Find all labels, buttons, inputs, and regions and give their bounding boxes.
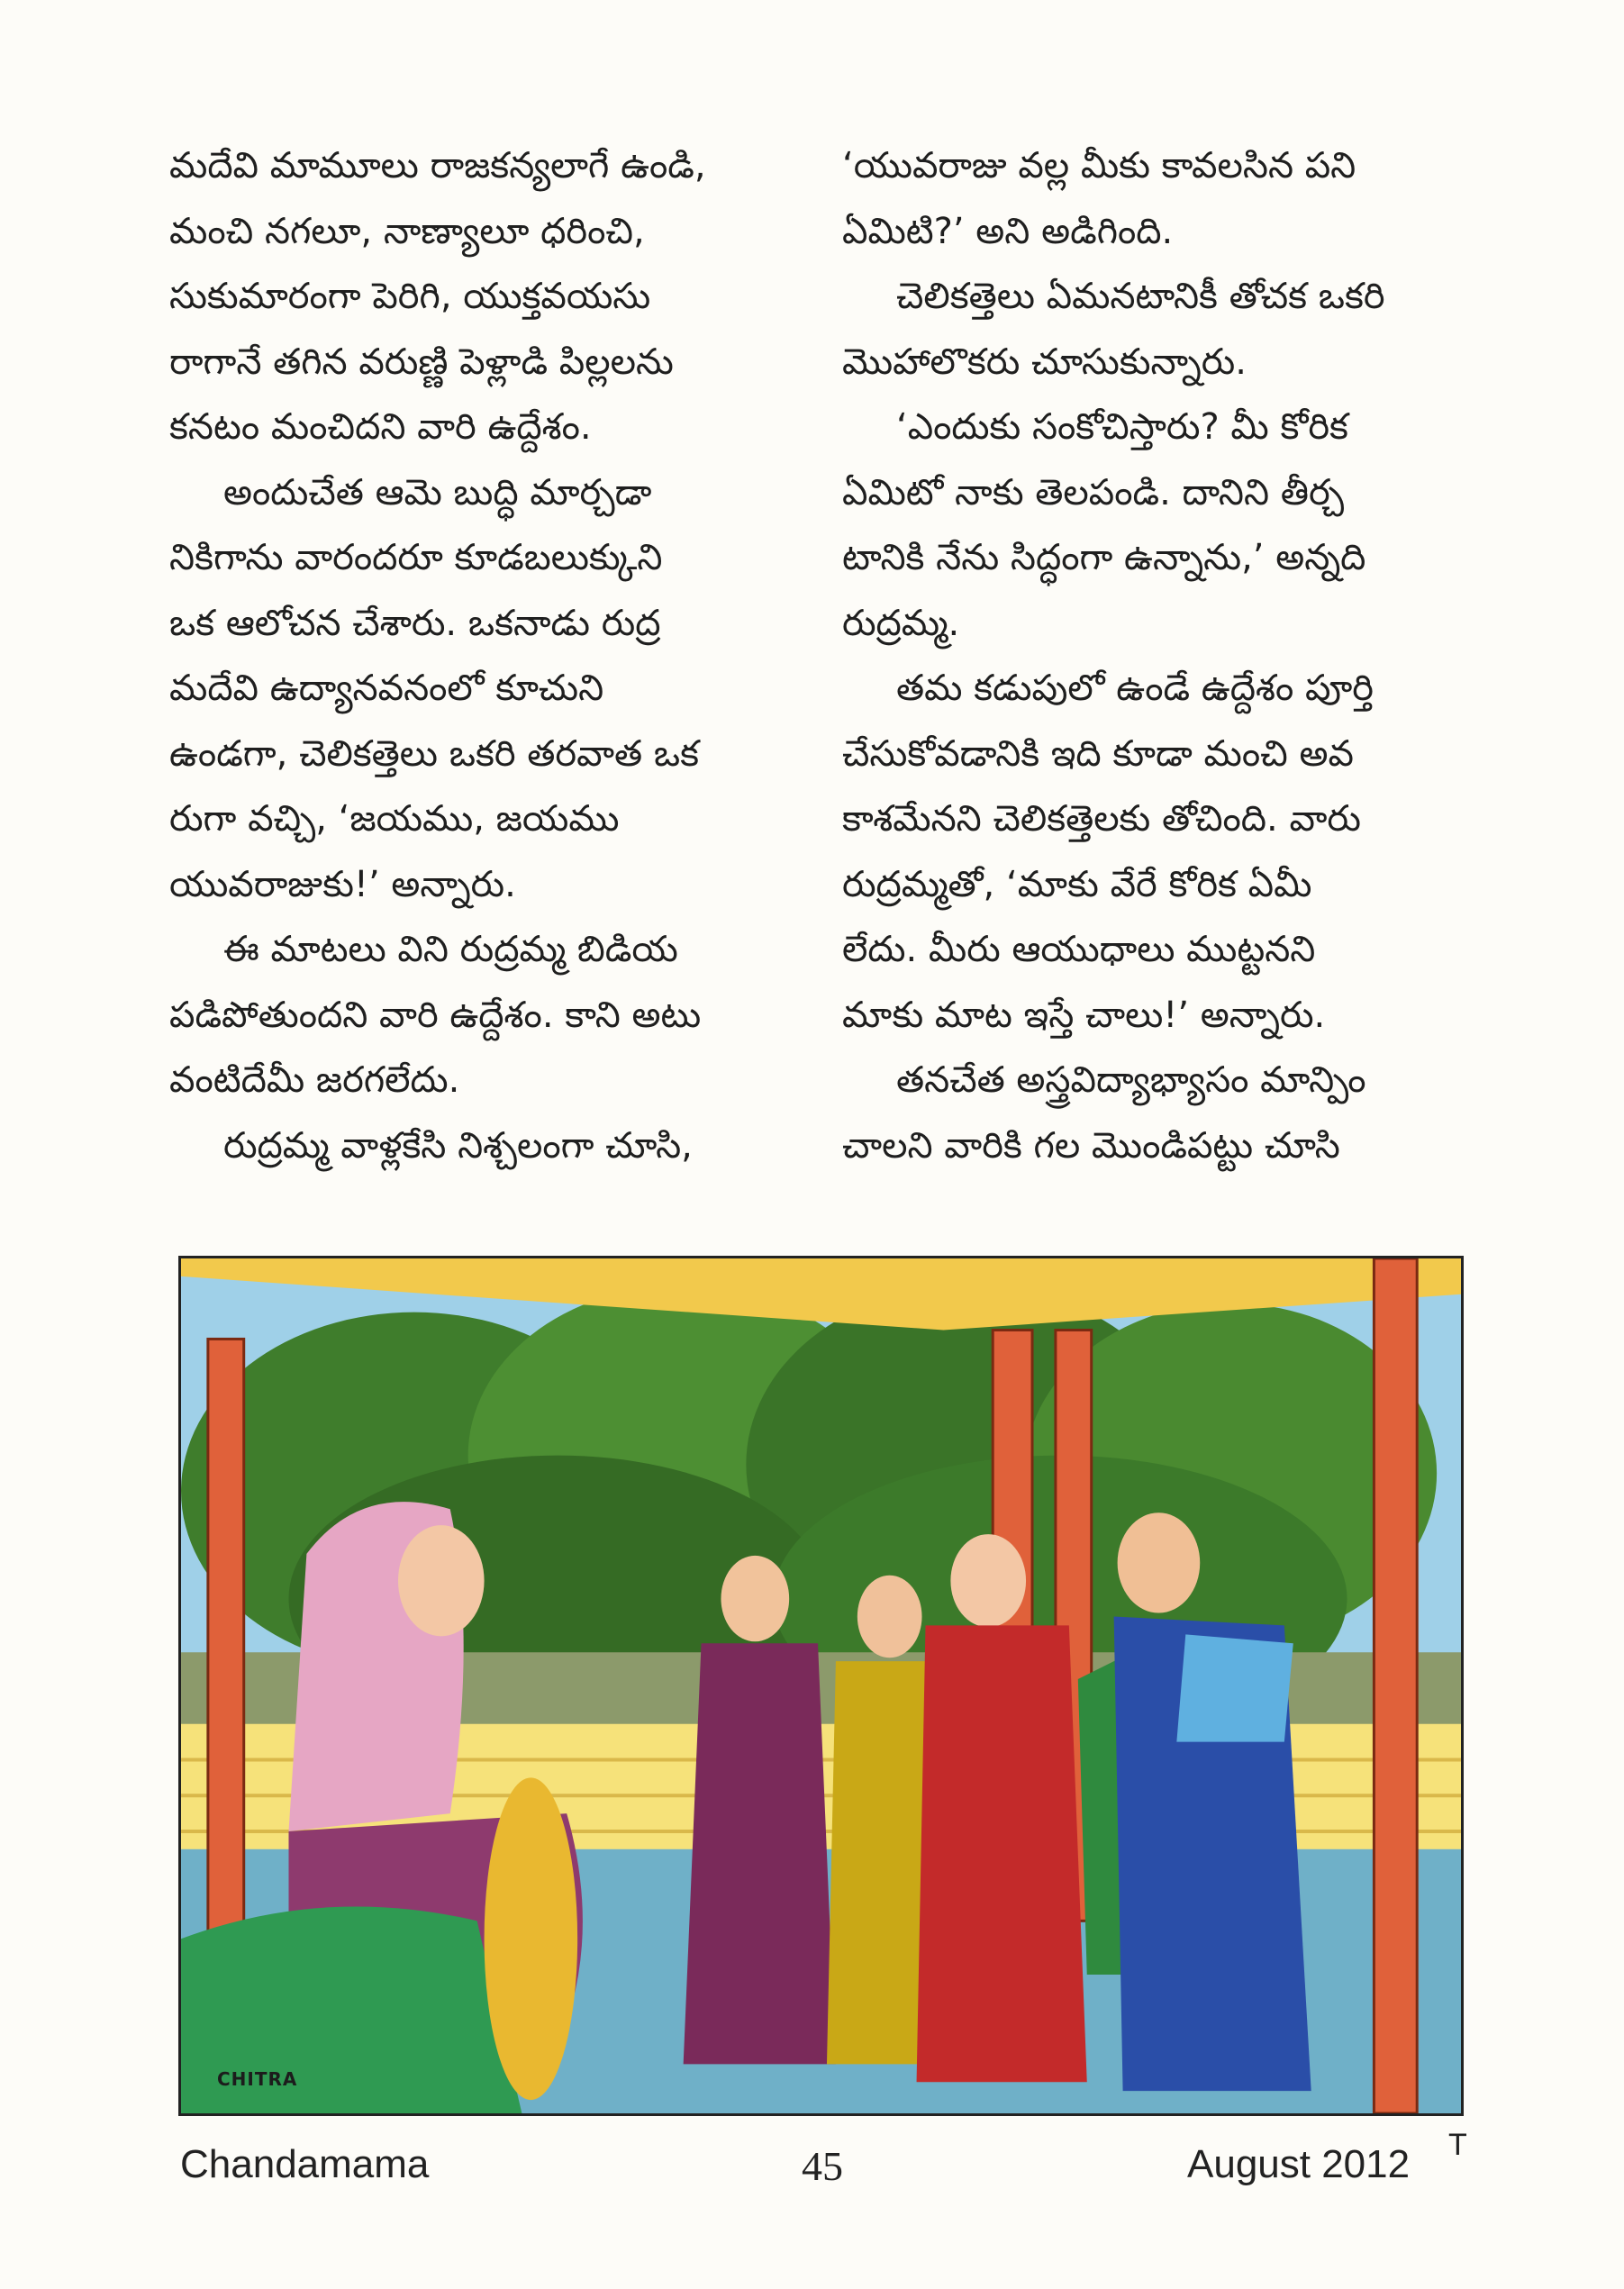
text-line: లేదు. మీరు ఆయుధాలు ముట్టనని	[842, 929, 1316, 970]
text-line: ఏమిటో నాకు తెలపండి. దానిని తీర్చ	[842, 471, 1345, 513]
text-line: మదేవి ఉద్యానవనంలో కూచుని	[169, 668, 604, 709]
text-line: మదేవి మామూలు రాజకన్యలాగే ఉండి,	[169, 145, 706, 186]
text-line: ఈ మాటలు విని రుద్రమ్మ బిడియ	[223, 929, 678, 970]
artist-signature: CHITRA	[217, 2068, 298, 2090]
text-line: రుద్రమ్మతో, ‘మాకు వేరే కోరిక ఏమీ	[842, 863, 1312, 905]
corner-mark: T	[1448, 2128, 1467, 2162]
right-text-column	[842, 133, 1491, 1178]
text-line: సుకుమారంగా పెరిగి, యుక్తవయసు	[169, 276, 651, 317]
text-line: యువరాజుకు!’ అన్నారు.	[169, 863, 516, 905]
text-line: తనచేత అస్త్రవిద్యాభ్యాసం మాన్పిం	[896, 1059, 1366, 1101]
page-number: 45	[802, 2143, 843, 2189]
text-line: నికిగాను వారందరూ కూడబలుక్కుని	[169, 537, 663, 578]
text-line: చేసుకోవడానికి ఇది కూడా మంచి అవ	[842, 732, 1354, 775]
text-line: టానికి నేను సిద్ధంగా ఉన్నాను,’ అన్నది	[842, 537, 1366, 578]
text-line: మొహాలొకరు చూసుకున్నారు.	[842, 341, 1247, 383]
text-line: మంచి నగలూ, నాణ్యాలూ ధరించి,	[169, 210, 645, 252]
text-line: ‘యువరాజు వల్ల మీకు కావలసిన పని	[842, 145, 1356, 186]
text-line: రుద్రమ్మ.	[842, 602, 960, 644]
text-line: ‘ఎందుకు సంకోచిస్తారు? మీ కోరిక	[896, 406, 1348, 448]
text-line: ఒక ఆలోచన చేశారు. ఒకనాడు రుద్ర	[169, 602, 661, 644]
text-line: రుద్రమ్మ వాళ్లకేసి నిశ్చలంగా చూసి,	[223, 1124, 693, 1167]
text-line: రాగానే తగిన వరుణ్ణి పెళ్లాడి పిల్లలను	[169, 341, 674, 383]
text-line: చెలికత్తెలు ఏమనటానికీ తోచక ఒకరి	[896, 276, 1385, 317]
text-line: కాశమేనని చెలికత్తెలకు తోచింది. వారు	[842, 798, 1361, 840]
garden-scene	[181, 1258, 1461, 2113]
text-line: అందుచేత ఆమె బుద్ధి మార్చడా	[223, 471, 652, 513]
magazine-name: Chandamama	[180, 2142, 430, 2186]
story-illustration	[178, 1256, 1464, 2116]
text-line: తమ కడుపులో ఉండే ఉద్దేశం పూర్తి	[896, 668, 1375, 709]
text-line: చాలని వారికి గల మొండిపట్టు చూసి	[842, 1124, 1340, 1167]
text-line: రుగా వచ్చి, ‘జయము, జయము	[169, 798, 620, 840]
text-line: మాకు మాట ఇస్తే చాలు!’ అన్నారు.	[842, 994, 1326, 1036]
text-line: ఉండగా, చెలికత్తెలు ఒకరి తరవాత ఒక	[169, 732, 699, 775]
text-line: కనటం మంచిదని వారి ఉద్దేశం.	[169, 406, 592, 448]
text-line: పడిపోతుందని వారి ఉద్దేశం. కాని అటు	[169, 994, 702, 1036]
text-line: ఏమిటి?’ అని అడిగింది.	[842, 210, 1174, 252]
issue-date: August 2012	[1187, 2142, 1411, 2186]
left-text-column	[169, 133, 818, 1178]
text-line: వంటిదేమీ జరగలేదు.	[169, 1059, 460, 1101]
